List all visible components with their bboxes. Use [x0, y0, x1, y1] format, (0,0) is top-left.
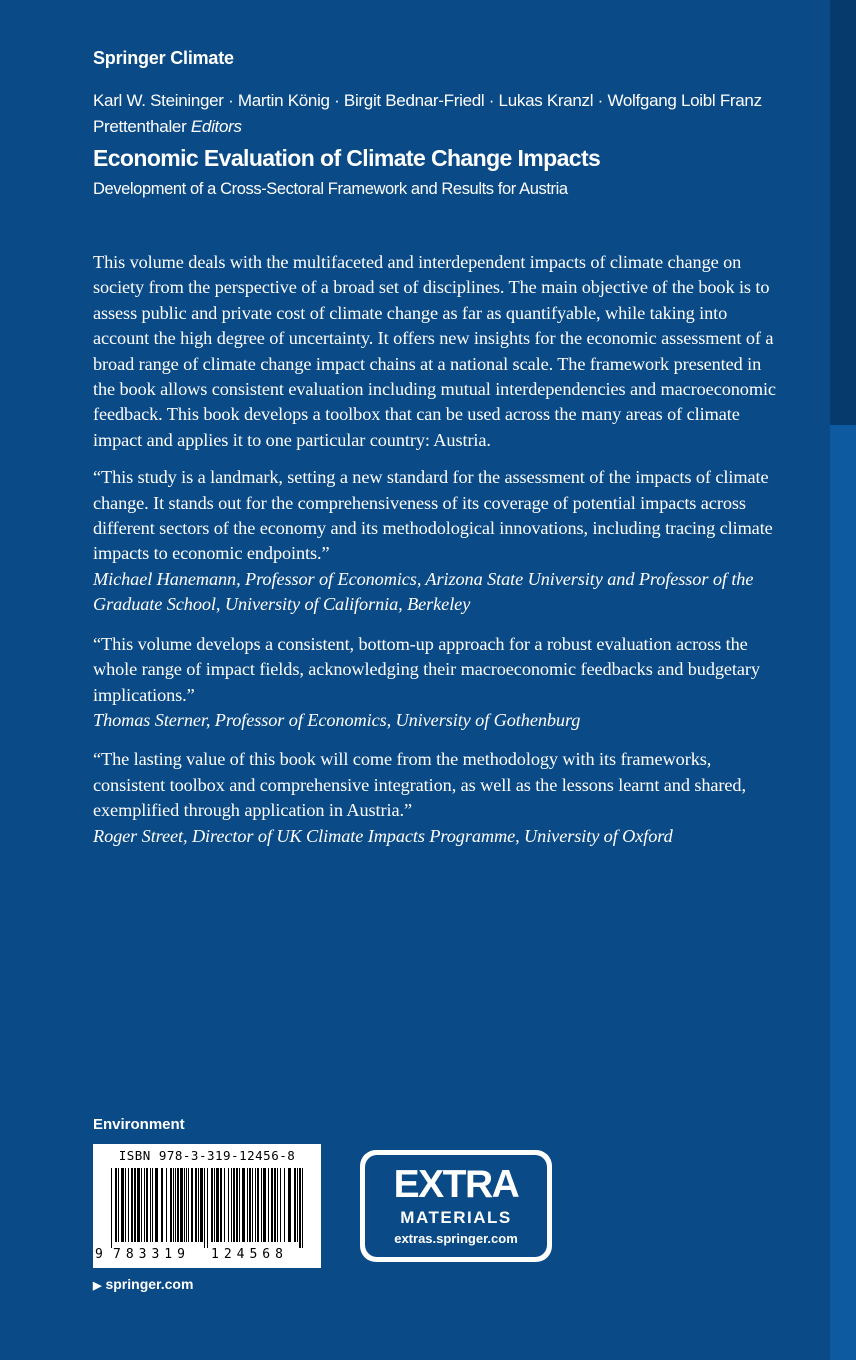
barcode-bar [198, 1168, 199, 1242]
barcode-bar [249, 1168, 251, 1242]
barcode-bar [180, 1168, 183, 1242]
barcode-bar [155, 1168, 158, 1242]
barcode-bar [170, 1168, 172, 1242]
description: This volume deals with the multifaceted and interdependent impacts of climate change on society from the perspective of a broad set of disciplines. The main objective of the book is to assess public and private cost of climate change as far as quantifyable, while taking into account the high degree of uncertainty. It offers new insights for the economic assessment of a broad range of climate change impact chains at a national scale. The framework presented in the book allows consistent evaluation including mutual interdependencies and macroeconomic feedback. This book develops a toolbox that can be used across the many areas of climate impact and applies it to one particular country: Austria. [93, 252, 776, 450]
editor-role: Editors [190, 117, 242, 136]
barcode-bar [207, 1168, 208, 1248]
quote-text: “This study is a landmark, setting a new standard for the assessment of the impacts of climate change. It stands out for the comprehensiveness of its coverage of potential impacts across different sectors of the economy and its methodological innovations, including tracing climate impacts to economic endpoints.” [93, 467, 773, 564]
barcode-bar [144, 1168, 145, 1242]
barcode-bar [280, 1168, 281, 1242]
barcode-bar [214, 1168, 215, 1242]
barcode-bar [297, 1168, 298, 1242]
barcode-bar [191, 1168, 193, 1242]
barcode-bar [233, 1168, 235, 1242]
barcode-bar [195, 1168, 197, 1242]
barcode-bar [173, 1168, 174, 1242]
quote-attribution: Michael Hanemann, Professor of Economics, Arizona State University and Professor of the Graduate School, University of California, Berkeley [93, 568, 754, 615]
barcode-digit-first: 9 [95, 1247, 103, 1262]
barcode-bar [204, 1168, 205, 1248]
barcode-bar [121, 1168, 124, 1242]
barcode-bar [299, 1168, 301, 1248]
barcode-bar [224, 1168, 225, 1242]
editors-line [93, 88, 813, 140]
extra-sub: MATERIALS [400, 1208, 512, 1227]
barcode-bar [271, 1168, 273, 1242]
barcode-bar [252, 1168, 253, 1242]
barcode-bar [228, 1168, 229, 1242]
back-cover-text [93, 250, 783, 863]
quote-attribution: Roger Street, Director of UK Climate Impacts Programme, University of Oxford [93, 825, 673, 846]
barcode-bar [200, 1168, 203, 1242]
quote-attribution: Thomas Sterner, Professor of Economics, University of Gothenburg [93, 709, 581, 730]
barcode-bar [216, 1168, 219, 1242]
barcode-bar [131, 1168, 133, 1242]
barcode-bar [247, 1168, 248, 1242]
barcode-bar [257, 1168, 259, 1242]
barcode-bar [141, 1168, 142, 1242]
isbn-label: ISBN 978-3-319-12456-8 [118, 1148, 296, 1163]
barcode-bar [231, 1168, 232, 1242]
extra-word: EXTRA [393, 1163, 519, 1206]
barcode-bar [268, 1168, 269, 1242]
barcode-bar [242, 1168, 245, 1242]
barcode-bar [186, 1168, 187, 1242]
spine-accent [830, 425, 856, 1360]
barcode-bar [137, 1168, 140, 1242]
barcode-bar [288, 1168, 291, 1242]
quote-2 [93, 632, 783, 734]
barcode-bar [177, 1168, 179, 1242]
website-text: springer.com [105, 1276, 194, 1292]
barcode-bar [239, 1168, 240, 1242]
extra-materials-badge [360, 1150, 552, 1262]
book-title: Economic Evaluation of Climate Change Impacts [93, 145, 601, 171]
category-label: Environment [93, 1116, 185, 1133]
isbn-barcode [93, 1144, 321, 1268]
barcode-bar [277, 1168, 278, 1242]
series-name: Springer Climate [93, 48, 234, 68]
barcode-bar [111, 1168, 112, 1248]
barcode-bar [118, 1168, 119, 1242]
extra-url: extras.springer.com [394, 1231, 518, 1246]
barcode-bar [128, 1168, 129, 1242]
barcode-bar [150, 1168, 151, 1242]
barcode-bar [161, 1168, 163, 1242]
quote-text: “The lasting value of this book will come from the methodology with its frameworks, consistent toolbox and comprehensive integration, as well as the lessons learnt and shared, exemplified through application in Austria.” [93, 749, 746, 821]
barcode-bar [263, 1168, 266, 1242]
barcode-bar [175, 1168, 176, 1242]
barcode-bar [274, 1168, 276, 1242]
barcode-bar [302, 1168, 303, 1248]
barcode-bar [152, 1168, 153, 1242]
barcode-bar [211, 1168, 213, 1242]
barcode-bar [125, 1168, 126, 1242]
barcode-bar [261, 1168, 262, 1242]
quote-3 [93, 747, 783, 849]
barcode-bar [134, 1168, 136, 1242]
barcode-bar [236, 1168, 238, 1242]
barcode-bar [115, 1168, 117, 1242]
barcode-bar [220, 1168, 222, 1242]
quote-1 [93, 465, 783, 617]
website-link [93, 1276, 193, 1292]
barcode-bars [105, 1168, 309, 1248]
extra-materials-inner [365, 1155, 547, 1257]
barcode-bar [294, 1168, 296, 1242]
barcode-digits-right: 124568 [211, 1247, 288, 1262]
barcode-bar [284, 1168, 285, 1242]
barcode-digits-left: 783319 [113, 1247, 190, 1262]
barcode-bar [166, 1168, 167, 1242]
quote-text: “This volume develops a consistent, bottom-up approach for a robust evaluation across the whole range of impact fields, acknowledging their macroeconomic feedbacks and budgetary implications.” [93, 633, 760, 705]
barcode-bar [146, 1168, 148, 1242]
book-subtitle: Development of a Cross-Sectoral Framework and Results for Austria [93, 180, 568, 198]
barcode-bar [184, 1168, 185, 1242]
editor-names: Karl W. Steininger · Martin König · Birgit Bednar-Friedl · Lukas Kranzl · Wolfgang Loibl Franz Prettenthaler [93, 91, 762, 136]
arrow-right-icon: ▶ [93, 1280, 102, 1292]
barcode-bar [188, 1168, 189, 1242]
barcode-bar [255, 1168, 256, 1242]
